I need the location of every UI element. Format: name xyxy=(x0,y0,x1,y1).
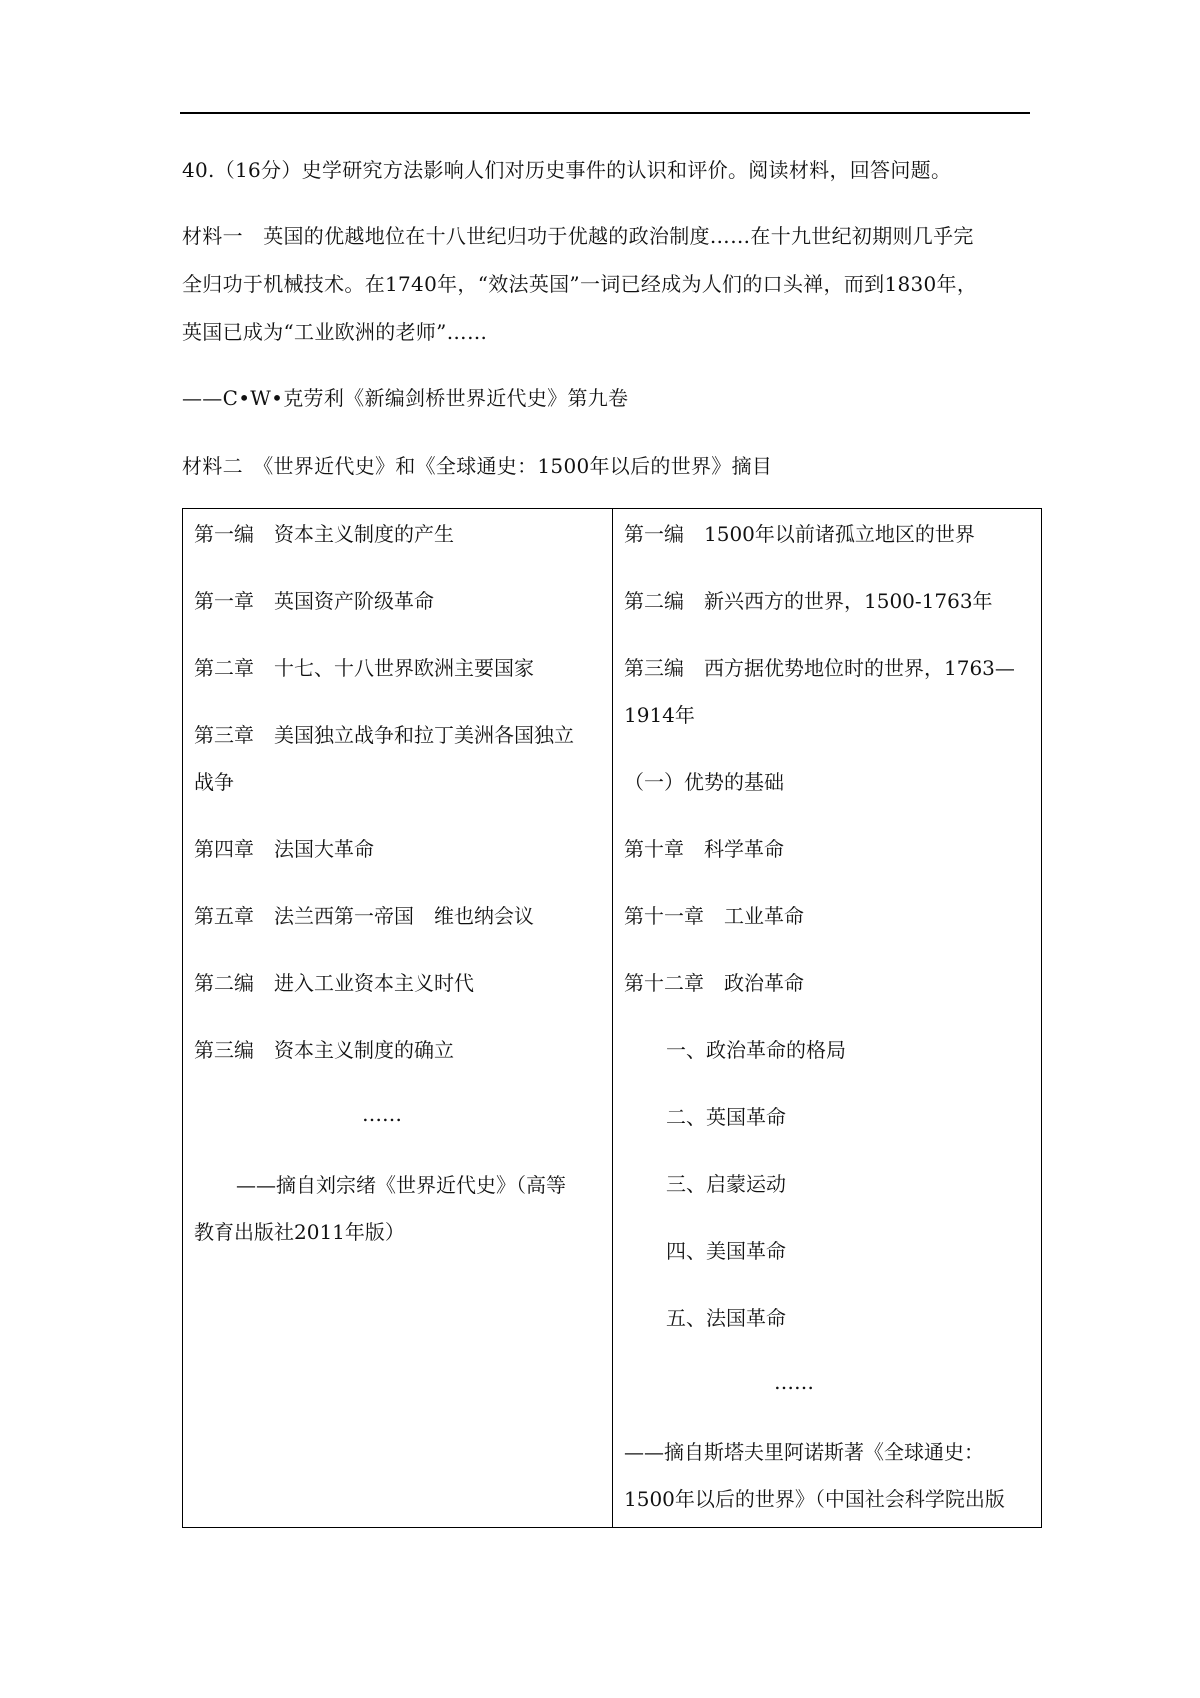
material1-source: ——C•W•克劳利《新编剑桥世界近代史》第九卷 xyxy=(182,386,629,410)
right-source-line-1: ——摘自斯塔夫里阿诺斯著《全球通史： xyxy=(624,1440,984,1464)
material1-line-2: 全归功于机械技术。在1740年，“效法英国”一词已经成为人们的口头禅，而到1830年， xyxy=(182,272,978,296)
left-entry: 第一编 资本主义制度的产生 xyxy=(194,522,454,546)
left-ellipsis: …… xyxy=(362,1102,402,1126)
left-entry: 第三编 资本主义制度的确立 xyxy=(194,1038,454,1062)
right-entry: （一）优势的基础 xyxy=(624,770,784,794)
header-rule xyxy=(180,112,1030,114)
right-entry: 第十二章 政治革命 xyxy=(624,971,804,995)
left-source-line-1: ——摘自刘宗绪《世界近代史》（高等 xyxy=(236,1173,566,1197)
left-source-line-2: 教育出版社2011年版） xyxy=(194,1220,405,1244)
left-entry: 第二章 十七、十八世界欧洲主要国家 xyxy=(194,656,534,680)
right-source-line-2: 1500年以后的世界》（中国社会科学院出版 xyxy=(624,1487,1005,1511)
right-entry: 第三编 西方据优势地位时的世界，1763— xyxy=(624,656,1015,680)
left-entry: 第五章 法兰西第一帝国 维也纳会议 xyxy=(194,904,534,928)
material1-line-1: 材料一 英国的优越地位在十八世纪归功于优越的政治制度……在十九世纪初期则几乎完 xyxy=(182,224,974,248)
right-subentry: 四、美国革命 xyxy=(666,1239,786,1263)
left-entry: 第一章 英国资产阶级革命 xyxy=(194,589,434,613)
table-column-divider xyxy=(612,508,613,1528)
left-entry: 第二编 进入工业资本主义时代 xyxy=(194,971,474,995)
right-entry: 第十一章 工业革命 xyxy=(624,904,804,928)
left-entry: 第三章 美国独立战争和拉丁美洲各国独立 xyxy=(194,723,574,747)
material2-heading: 材料二 《世界近代史》和《全球通史：1500年以后的世界》摘目 xyxy=(182,454,773,478)
right-entry: 第一编 1500年以前诸孤立地区的世界 xyxy=(624,522,975,546)
right-entry: 第二编 新兴西方的世界，1500-1763年 xyxy=(624,589,993,613)
right-subentry: 一、政治革命的格局 xyxy=(666,1038,846,1062)
right-entry: 第十章 科学革命 xyxy=(624,837,784,861)
right-ellipsis: …… xyxy=(774,1370,814,1394)
right-subentry: 二、英国革命 xyxy=(666,1105,786,1129)
question-stem: 40.（16分）史学研究方法影响人们对历史事件的认识和评价。阅读材料，回答问题。 xyxy=(182,158,952,182)
left-entry: 第四章 法国大革命 xyxy=(194,837,374,861)
right-subentry: 五、法国革命 xyxy=(666,1306,786,1330)
right-entry: 1914年 xyxy=(624,703,695,727)
right-subentry: 三、启蒙运动 xyxy=(666,1172,786,1196)
material1-line-3: 英国已成为“工业欧洲的老师”…… xyxy=(182,320,488,344)
left-entry: 战争 xyxy=(194,770,234,794)
